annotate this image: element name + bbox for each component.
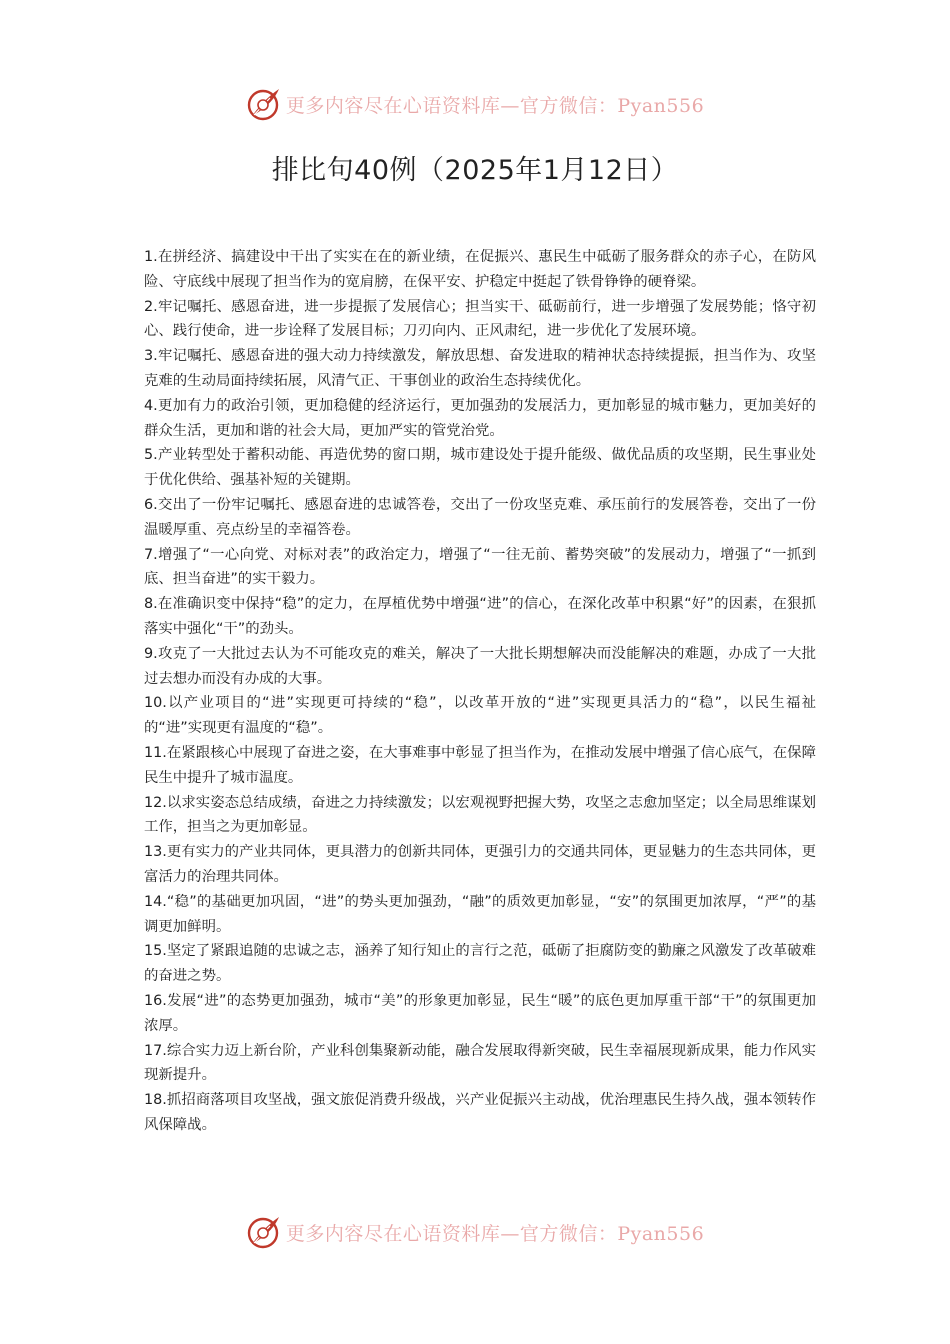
- header-banner: [0, 82, 950, 126]
- banner-text: 更多内容尽在心语资料库—官方微信：Pyan556: [285, 94, 705, 117]
- banner-text: 更多内容尽在心语资料库—官方微信：Pyan556: [285, 1222, 705, 1245]
- list-item: 2.牢记嘱托、感恩奋进，进一步提振了发展信心；担当实干、砥砺前行，进一步增强了发展势能；恪守初心、践行使命，进一步诠释了发展目标；刀刃向内、正风肃纪，进一步优化了发展环境。: [144, 298, 816, 340]
- list-item: 1.在拼经济、搞建设中干出了实实在在的新业绩，在促振兴、惠民生中砥砺了服务群众的赤子心，在防风险、守底线中展现了担当作为的宽肩膀，在保平安、护稳定中挺起了铁骨铮铮的硬脊梁。: [144, 249, 816, 290]
- list-item: 7.增强了“一心向党、对标对表”的政治定力，增强了“一往无前、蓄势突破”的发展动力，增强了“一抓到底、担当奋进”的实干毅力。: [144, 546, 816, 588]
- list-item: 12.以求实姿态总结成绩，奋进之力持续激发；以宏观视野把握大势，攻坚之志愈加坚定；以全局思维谋划工作，担当之为更加彰显。: [144, 794, 816, 836]
- sentence-list: [144, 245, 816, 1138]
- quill-pen-logo-icon: [246, 1214, 282, 1250]
- list-item: 13.更有实力的产业共同体，更具潜力的创新共同体，更强引力的交通共同体，更显魅力的生态共同体，更富活力的治理共同体。: [144, 844, 816, 885]
- list-item: 18.抓招商落项目攻坚战，强文旅促消费升级战，兴产业促振兴主动战，优治理惠民生持久战，强本领转作风保障战。: [144, 1092, 816, 1133]
- list-item: 6.交出了一份牢记嘱托、感恩奋进的忠诚答卷，交出了一份攻坚克难、承压前行的发展答卷，交出了一份温暖厚重、亮点纷呈的幸福答卷。: [144, 496, 816, 538]
- list-item: 5.产业转型处于蓄积动能、再造优势的窗口期，城市建设处于提升能级、做优品质的攻坚期，民生事业处于优化供给、强基补短的关键期。: [144, 447, 816, 489]
- list-item: 14.“稳”的基础更加巩固，“进”的势头更加强劲，“融”的质效更加彰显，“安”的氛围更加浓厚，“严”的基调更加鲜明。: [144, 893, 816, 935]
- list-item: 10.以产业项目的“进”实现更可持续的“稳”，以改革开放的“进”实现更具活力的“稳”，以民生福祉的“进”实现更有温度的“稳”。: [144, 695, 817, 737]
- list-item: 4.更加有力的政治引领，更加稳健的经济运行，更加强劲的发展活力，更加彰显的城市魅力，更加美好的群众生活，更加和谐的社会大局，更加严实的管党治党。: [144, 397, 816, 439]
- list-item: 16.发展“进”的态势更加强劲，城市“美”的形象更加彰显，民生“暖”的底色更加厚重干部“干”的氛围更加浓厚。: [144, 992, 816, 1034]
- list-item: 9.攻克了一大批过去认为不可能攻克的难关，解决了一大批长期想解决而没能解决的难题，办成了一大批过去想办而没有办成的大事。: [144, 645, 816, 687]
- quill-pen-logo-icon: [246, 86, 282, 122]
- list-item: 8.在准确识变中保持“稳”的定力，在厚植优势中增强“进”的信心，在深化改革中积累“好”的因素，在狠抓落实中强化“干”的劲头。: [144, 596, 816, 637]
- list-item: 17.综合实力迈上新台阶，产业科创集聚新动能，融合发展取得新突破，民生幸福展现新成果，能力作风实现新提升。: [144, 1042, 816, 1084]
- list-item: 3.牢记嘱托、感恩奋进的强大动力持续激发，解放思想、奋发进取的精神状态持续提振，担当作为、攻坚克难的生动局面持续拓展，风清气正、干事创业的政治生态持续优化。: [144, 348, 816, 389]
- list-item: 11.在紧跟核心中展现了奋进之姿，在大事难事中彰显了担当作为，在推动发展中增强了信心底气，在保障民生中提升了城市温度。: [144, 744, 816, 786]
- list-item: 15.坚定了紧跟追随的忠诚之志，涵养了知行知止的言行之范，砥砺了拒腐防变的勤廉之风激发了改革破难的奋进之势。: [144, 943, 816, 985]
- page-title: 排比句40例（2025年1月12日）: [271, 155, 679, 186]
- footer-banner: [0, 1210, 950, 1254]
